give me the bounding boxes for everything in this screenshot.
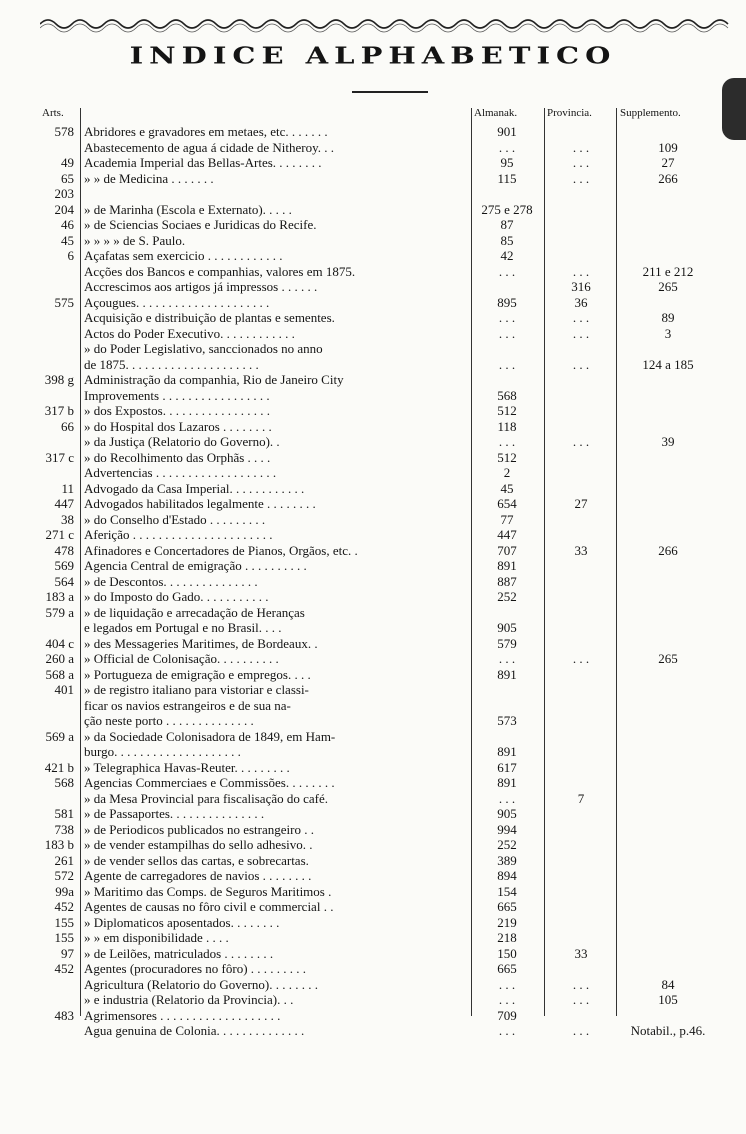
article-number: 447 [54, 496, 74, 511]
article-number: 261 [54, 852, 74, 868]
almanak-page: 252 [497, 589, 517, 604]
article-number: 579 a [45, 604, 74, 620]
entry-text: burgo. . . . . . . . . . . . . . . . . . . . [84, 744, 241, 759]
almanak-page: 617 [497, 759, 517, 775]
index-row [0, 357, 746, 373]
supplemento-page: 266 [658, 170, 678, 186]
article-number: 155 [54, 930, 74, 945]
entry-text: Açafatas sem exercicio . . . . . . . . . . . . [84, 248, 283, 263]
index-row [0, 574, 746, 590]
almanak-page: . . . [498, 976, 516, 992]
entry-text: » de Periodicos publicados no estrangeiro . . [84, 821, 314, 837]
index-row [0, 279, 746, 295]
almanak-page: . . . [498, 310, 516, 325]
index-row [0, 605, 746, 621]
entry-text: Abridores e gravadores em metaes, etc. . . . . . . [84, 124, 328, 139]
index-row [0, 589, 746, 605]
almanak-page: 150 [497, 945, 517, 961]
almanak-page: . . . [498, 434, 516, 449]
almanak-page: 447 [497, 527, 517, 542]
entry-text: » » de Medicina . . . . . . . [84, 170, 214, 186]
almanak-page: 579 [497, 635, 517, 651]
supplemento-page: 27 [661, 155, 675, 170]
entry-text: Agrimensores . . . . . . . . . . . . . . . . . . . [84, 1007, 281, 1023]
almanak-page: . . . [498, 325, 516, 341]
entry-text: » de Leilões, matriculados . . . . . . . . [84, 945, 274, 961]
provincia-page: 33 [574, 542, 588, 558]
almanak-page: 275 e 278 [481, 201, 533, 217]
provincia-page: . . . [572, 155, 590, 170]
header-almanak: Almanak. [474, 107, 518, 119]
provincia-page: . . . [572, 170, 590, 186]
entry-text: Abastecemento de agua á cidade de Nitheroy. . . [84, 139, 335, 155]
entry-text: Aferição . . . . . . . . . . . . . . . . . . . . . . [84, 527, 273, 542]
almanak-page: 891 [497, 666, 517, 682]
article-number: 66 [61, 418, 74, 434]
article-number: 569 [54, 558, 74, 573]
entry-text: » Official de Colonisação. . . . . . . . . . [84, 651, 279, 666]
provincia-page: 36 [574, 294, 588, 310]
provincia-page: . . . [572, 1023, 590, 1038]
provincia-page: . . . [572, 325, 590, 341]
index-row [0, 310, 746, 326]
index-row [0, 713, 746, 729]
article-number: 183 a [45, 589, 74, 604]
article-number: 203 [54, 186, 74, 201]
index-row [0, 729, 746, 745]
index-row [0, 1008, 746, 1024]
article-number: 38 [61, 511, 74, 527]
almanak-page: 85 [500, 232, 514, 248]
provincia-page: 33 [574, 945, 588, 961]
index-row [0, 481, 746, 497]
entry-text: » » » » de S. Paulo. [84, 232, 186, 248]
index-row [0, 140, 746, 156]
almanak-page: 573 [497, 713, 517, 728]
provincia-page: 27 [574, 496, 588, 511]
index-row [0, 961, 746, 977]
index-row [0, 853, 746, 869]
entry-text: » de Descontos. . . . . . . . . . . . . . . [84, 573, 258, 589]
almanak-page: 87 [500, 217, 514, 232]
index-row [0, 884, 746, 900]
article-number: 260 a [45, 651, 74, 666]
index-row [0, 651, 746, 667]
supplemento-page: 265 [658, 651, 678, 666]
entry-text: » Portugueza de emigração e empregos. . . . [84, 666, 311, 682]
provincia-page: . . . [572, 992, 590, 1007]
index-row [0, 760, 746, 776]
entry-text: » do Poder Legislativo, sanccionados no anno [84, 341, 323, 356]
entry-text: » de liquidação e arrecadação de Heranças [84, 604, 305, 620]
provincia-page: . . . [572, 976, 590, 992]
almanak-page: 218 [497, 930, 517, 945]
almanak-page: 905 [497, 806, 517, 821]
supplemento-page: 39 [661, 434, 675, 449]
entry-text: Improvements . . . . . . . . . . . . . . . . . [84, 387, 270, 403]
entry-text: » da Sociedade Colonisadora de 1849, em Ham- [84, 728, 336, 744]
entry-text: Administração da companhia, Rio de Janeiro City [84, 372, 344, 387]
index-row [0, 620, 746, 636]
entry-text: » Maritimo das Comps. de Seguros Maritimos . [84, 883, 332, 899]
almanak-page: 389 [497, 852, 517, 868]
index-row [0, 264, 746, 280]
entry-text: Advogados habilitados legalmente . . . . . . . . [84, 496, 316, 511]
index-row [0, 248, 746, 264]
entry-text: ficar os navios estrangeiros e de sua na- [84, 697, 291, 713]
page-title: INDICE ALPHABETICO [129, 42, 617, 70]
almanak-page: 894 [497, 868, 517, 883]
almanak-page: 154 [497, 883, 517, 899]
entry-text: » » em disponibilidade . . . . [84, 930, 229, 945]
article-number: 11 [61, 480, 74, 496]
index-row [0, 775, 746, 791]
index-row [0, 806, 746, 822]
supplemento-page: 105 [658, 992, 678, 1007]
entry-text: Advogado da Casa Imperial. . . . . . . . . . . . [84, 480, 305, 496]
index-row [0, 496, 746, 512]
almanak-page: 115 [497, 170, 517, 186]
entry-text: Agencias Commerciaes e Commissões. . . . . . . . [84, 775, 335, 790]
almanak-page: 568 [497, 387, 517, 403]
article-number: 183 b [44, 837, 74, 852]
index-row [0, 899, 746, 915]
entry-text: » de vender sellos das cartas, e sobrecartas. [84, 852, 309, 868]
index-row [0, 295, 746, 311]
index-row [0, 155, 746, 171]
entry-text: Agente de carregadores de navios . . . . . . . . [84, 868, 312, 883]
supplemento-page: 124 a 185 [642, 356, 694, 372]
almanak-page: . . . [498, 356, 516, 372]
article-number: 45 [61, 232, 74, 248]
provincia-page: . . . [572, 139, 590, 155]
provincia-page: 7 [577, 790, 585, 806]
almanak-page: . . . [498, 139, 516, 155]
index-row [0, 977, 746, 993]
entry-text: Actos do Poder Executivo. . . . . . . . . . . . [84, 325, 295, 341]
almanak-page: 895 [497, 294, 517, 310]
article-number: 99a [55, 883, 74, 899]
provincia-page: . . . [572, 651, 590, 666]
entry-text: » Telegraphica Havas-Reuter. . . . . . . . . [84, 759, 290, 775]
almanak-page: 905 [497, 620, 517, 635]
almanak-page: . . . [498, 263, 516, 279]
supplemento-page: 265 [658, 279, 678, 294]
article-number: 49 [61, 155, 74, 170]
article-number: 568 [54, 775, 74, 790]
almanak-page: 665 [497, 899, 517, 914]
article-number: 155 [54, 914, 74, 930]
entry-text: » do Recolhimento das Orphãs . . . . [84, 449, 271, 465]
index-row [0, 186, 746, 202]
entry-text: » de Marinha (Escola e Externato). . . . . [84, 201, 292, 217]
almanak-page: 709 [497, 1007, 517, 1023]
index-row [0, 791, 746, 807]
index-row [0, 124, 746, 140]
article-number: 6 [67, 248, 74, 263]
entry-text: » de registro italiano para vistoriar e classi- [84, 682, 309, 697]
article-number: 578 [54, 124, 74, 139]
index-row [0, 543, 746, 559]
index-row [0, 341, 746, 357]
provincia-page: 316 [571, 279, 591, 294]
index-row [0, 682, 746, 698]
article-number: 452 [54, 899, 74, 914]
article-number: 575 [54, 294, 74, 310]
provincia-page: . . . [572, 263, 590, 279]
supplemento-page: 266 [658, 542, 678, 558]
almanak-page: 42 [500, 248, 514, 263]
index-row [0, 434, 746, 450]
almanak-page: . . . [498, 651, 516, 666]
article-number: 398 g [44, 372, 74, 387]
almanak-page: 219 [497, 914, 517, 930]
almanak-page: 118 [497, 418, 517, 434]
entry-text: Agentes de causas no fôro civil e commercial . . [84, 899, 334, 914]
index-row [0, 217, 746, 233]
entry-text: » do Conselho d'Estado . . . . . . . . . [84, 511, 266, 527]
entry-text: ção neste porto . . . . . . . . . . . . . . [84, 713, 254, 728]
almanak-page: 45 [500, 480, 514, 496]
article-number: 421 b [44, 759, 74, 775]
article-number: 46 [61, 217, 74, 232]
almanak-page: 707 [497, 542, 517, 558]
almanak-page: 994 [497, 821, 517, 837]
article-number: 483 [54, 1007, 74, 1023]
index-row [0, 388, 746, 404]
entry-text: Afinadores e Concertadores de Pianos, Orgãos, etc. . [84, 542, 358, 558]
entry-text: Agentes (procuradores no fôro) . . . . . . . . . [84, 961, 307, 976]
index-table [0, 124, 746, 1039]
supplemento-page: 109 [658, 139, 678, 155]
supplemento-page: 3 [664, 325, 672, 341]
index-row [0, 512, 746, 528]
article-number: 271 c [45, 527, 74, 542]
entry-text: de 1875. . . . . . . . . . . . . . . . . . . . . [84, 356, 259, 372]
entry-text: » e industria (Relatorio da Provincia). . . [84, 992, 294, 1007]
header-arts: Arts. [42, 107, 64, 119]
article-number: 564 [54, 573, 74, 589]
entry-text: Açougues. . . . . . . . . . . . . . . . . . . . . [84, 294, 270, 310]
provincia-page: . . . [572, 310, 590, 325]
entry-text: Advertencias . . . . . . . . . . . . . . . . . . . [84, 465, 277, 480]
entry-text: Agricultura (Relatorio do Governo). . . . . . . . [84, 976, 318, 992]
article-number: 581 [54, 806, 74, 821]
entry-text: » des Messageries Maritimes, de Bordeaux. . [84, 635, 318, 651]
entry-text: e legados em Portugal e no Brasil. . . . [84, 620, 282, 635]
index-row [0, 930, 746, 946]
entry-text: » dos Expostos. . . . . . . . . . . . . . . . . [84, 403, 270, 418]
supplemento-page: Notabil., p.46. [630, 1023, 706, 1038]
almanak-page: 891 [497, 558, 517, 573]
title-divider [352, 91, 428, 93]
index-row [0, 1023, 746, 1039]
article-number: 401 [54, 682, 74, 697]
almanak-page: 77 [500, 511, 514, 527]
almanak-page: 252 [497, 837, 517, 852]
index-row [0, 946, 746, 962]
entry-text: Academia Imperial das Bellas-Artes. . . . . . . . [84, 155, 322, 170]
index-row [0, 667, 746, 683]
entry-text: » de Passaportes. . . . . . . . . . . . . . . [84, 806, 265, 821]
provincia-page: . . . [572, 356, 590, 372]
almanak-page: 665 [497, 961, 517, 976]
article-number: 568 a [45, 666, 74, 682]
entry-text: Agencia Central de emigração . . . . . . . . . . [84, 558, 307, 573]
almanak-page: 891 [497, 775, 517, 790]
index-row [0, 419, 746, 435]
index-row [0, 233, 746, 249]
article-number: 97 [61, 945, 74, 961]
entry-text: Accrescimos aos artigos já impressos . . . . . . [84, 279, 318, 294]
almanak-page: 512 [497, 403, 517, 418]
index-row [0, 636, 746, 652]
entry-text: » de Sciencias Sociaes e Juridicas do Recife. [84, 217, 317, 232]
entry-text: » da Justiça (Relatorio do Governo). . [84, 434, 280, 449]
almanak-page: 901 [497, 124, 517, 139]
article-number: 317 c [45, 449, 74, 465]
article-number: 317 b [44, 403, 74, 418]
index-row [0, 465, 746, 481]
article-number: 569 a [45, 728, 74, 744]
article-number: 738 [54, 821, 74, 837]
index-row [0, 527, 746, 543]
index-row [0, 450, 746, 466]
supplemento-page: 84 [661, 976, 675, 992]
almanak-page: 654 [497, 496, 517, 511]
index-row [0, 915, 746, 931]
index-row [0, 698, 746, 714]
article-number: 478 [54, 542, 74, 558]
index-row [0, 744, 746, 760]
index-row [0, 822, 746, 838]
entry-text: » do Imposto do Gado. . . . . . . . . . . [84, 589, 269, 604]
header-provincia: Provincia. [547, 107, 592, 119]
entry-text: » do Hospital dos Lazaros . . . . . . . . [84, 418, 272, 434]
article-number: 65 [61, 170, 74, 186]
almanak-page: 891 [497, 744, 517, 759]
almanak-page: 512 [497, 449, 517, 465]
supplemento-page: 211 e 212 [642, 263, 694, 279]
almanak-page: . . . [498, 992, 516, 1007]
index-row [0, 558, 746, 574]
index-row [0, 326, 746, 342]
almanak-page: 2 [503, 465, 511, 480]
index-row [0, 868, 746, 884]
index-row [0, 372, 746, 388]
almanak-page: . . . [498, 790, 516, 806]
entry-text: » da Mesa Provincial para fiscalisação do café. [84, 790, 329, 806]
article-number: 204 [54, 201, 74, 217]
article-number: 404 c [45, 635, 74, 651]
entry-text: Acquisição e distribuição de plantas e sementes. [84, 310, 335, 325]
almanak-page: 887 [497, 573, 517, 589]
entry-text: Acções dos Bancos e companhias, valores em 1875. [84, 263, 356, 279]
header-supplemento: Supplemento. [620, 107, 681, 119]
index-row [0, 837, 746, 853]
entry-text: » de vender estampilhas do sello adhesivo. . [84, 837, 313, 852]
entry-text: » Diplomaticos aposentados. . . . . . . . [84, 914, 280, 930]
supplemento-page: 89 [661, 310, 675, 325]
article-number: 572 [54, 868, 74, 883]
index-row [0, 992, 746, 1008]
index-row [0, 202, 746, 218]
index-row [0, 403, 746, 419]
provincia-page: . . . [572, 434, 590, 449]
entry-text: Agua genuina de Colonia. . . . . . . . . . . . . . [84, 1023, 305, 1038]
almanak-page: 95 [500, 155, 514, 170]
index-row [0, 171, 746, 187]
article-number: 452 [54, 961, 74, 976]
almanak-page: . . . [498, 1023, 516, 1038]
decorative-wave-border [40, 12, 740, 36]
